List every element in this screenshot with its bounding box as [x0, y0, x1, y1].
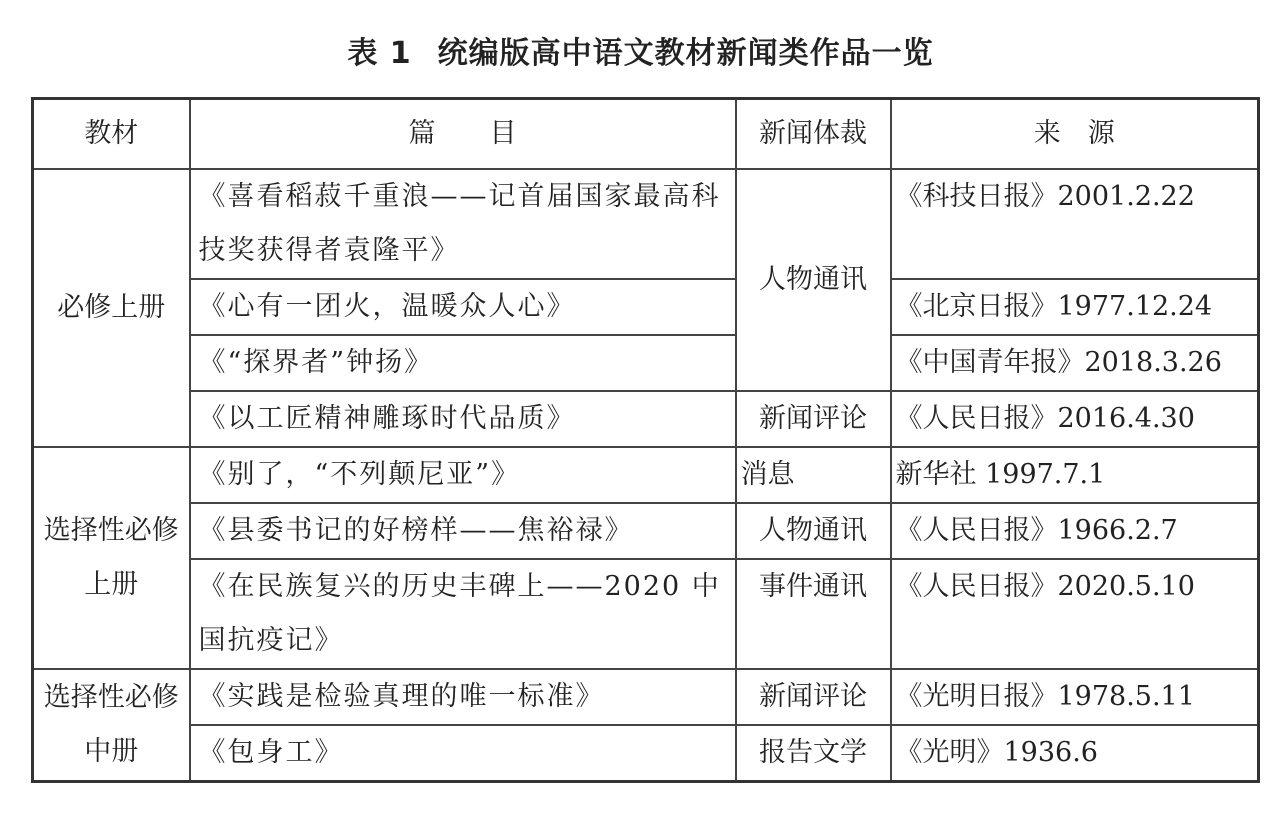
- source-cell: 《北京日报》1977.12.24: [891, 279, 1259, 335]
- table-title: [0, 28, 1281, 72]
- source-cell: 《科技日报》2001.2.22: [891, 169, 1259, 279]
- group-cell: 必修上册: [33, 169, 190, 447]
- genre-cell: 消息: [736, 447, 891, 503]
- article-cell: 《包身工》: [190, 725, 736, 782]
- table-number: 表 1: [347, 36, 412, 71]
- table-row: [33, 725, 1259, 782]
- article-cell: 《别了，“不列颠尼亚”》: [190, 447, 736, 503]
- source-cell: 新华社 1997.7.1: [891, 447, 1259, 503]
- table-row: [33, 335, 1259, 391]
- source-cell: 《人民日报》2016.4.30: [891, 391, 1259, 447]
- source-cell: 《光明》1936.6: [891, 725, 1259, 782]
- article-cell: 《县委书记的好榜样——焦裕禄》: [190, 503, 736, 559]
- source-cell: 《中国青年报》2018.3.26: [891, 335, 1259, 391]
- genre-cell: 新闻评论: [736, 669, 891, 725]
- article-cell: 《实践是检验真理的唯一标准》: [190, 669, 736, 725]
- group-cell: 选择性必修上册: [33, 447, 190, 669]
- group-cell: 选择性必修中册: [33, 669, 190, 782]
- header-article: 篇 目: [190, 99, 736, 170]
- header-row: [33, 99, 1259, 170]
- genre-cell: 新闻评论: [736, 391, 891, 447]
- table-row: [33, 391, 1259, 447]
- source-cell: 《人民日报》2020.5.10: [891, 559, 1259, 669]
- table-row: [33, 503, 1259, 559]
- genre-cell: 人物通讯: [736, 169, 891, 391]
- header-genre: 新闻体裁: [736, 99, 891, 170]
- table-caption: 统编版高中语文教材新闻类作品一览: [437, 36, 934, 71]
- table-row: [33, 279, 1259, 335]
- table-row: [33, 669, 1259, 725]
- article-cell: 《心有一团火，温暖众人心》: [190, 279, 736, 335]
- article-cell: 《“探界者”钟扬》: [190, 335, 736, 391]
- news-works-table: [31, 97, 1260, 783]
- genre-cell: 报告文学: [736, 725, 891, 782]
- source-cell: 《人民日报》1966.2.7: [891, 503, 1259, 559]
- header-source: 来 源: [891, 99, 1259, 170]
- header-textbook: 教材: [33, 99, 190, 170]
- article-cell: 《以工匠精神雕琢时代品质》: [190, 391, 736, 447]
- genre-cell: 人物通讯: [736, 503, 891, 559]
- table-row: [33, 447, 1259, 503]
- source-cell: 《光明日报》1978.5.11: [891, 669, 1259, 725]
- article-cell: 《喜看稻菽千重浪——记首届国家最高科技奖获得者袁隆平》: [190, 169, 736, 279]
- genre-cell: 事件通讯: [736, 559, 891, 669]
- article-cell: 《在民族复兴的历史丰碑上——2020 中国抗疫记》: [190, 559, 736, 669]
